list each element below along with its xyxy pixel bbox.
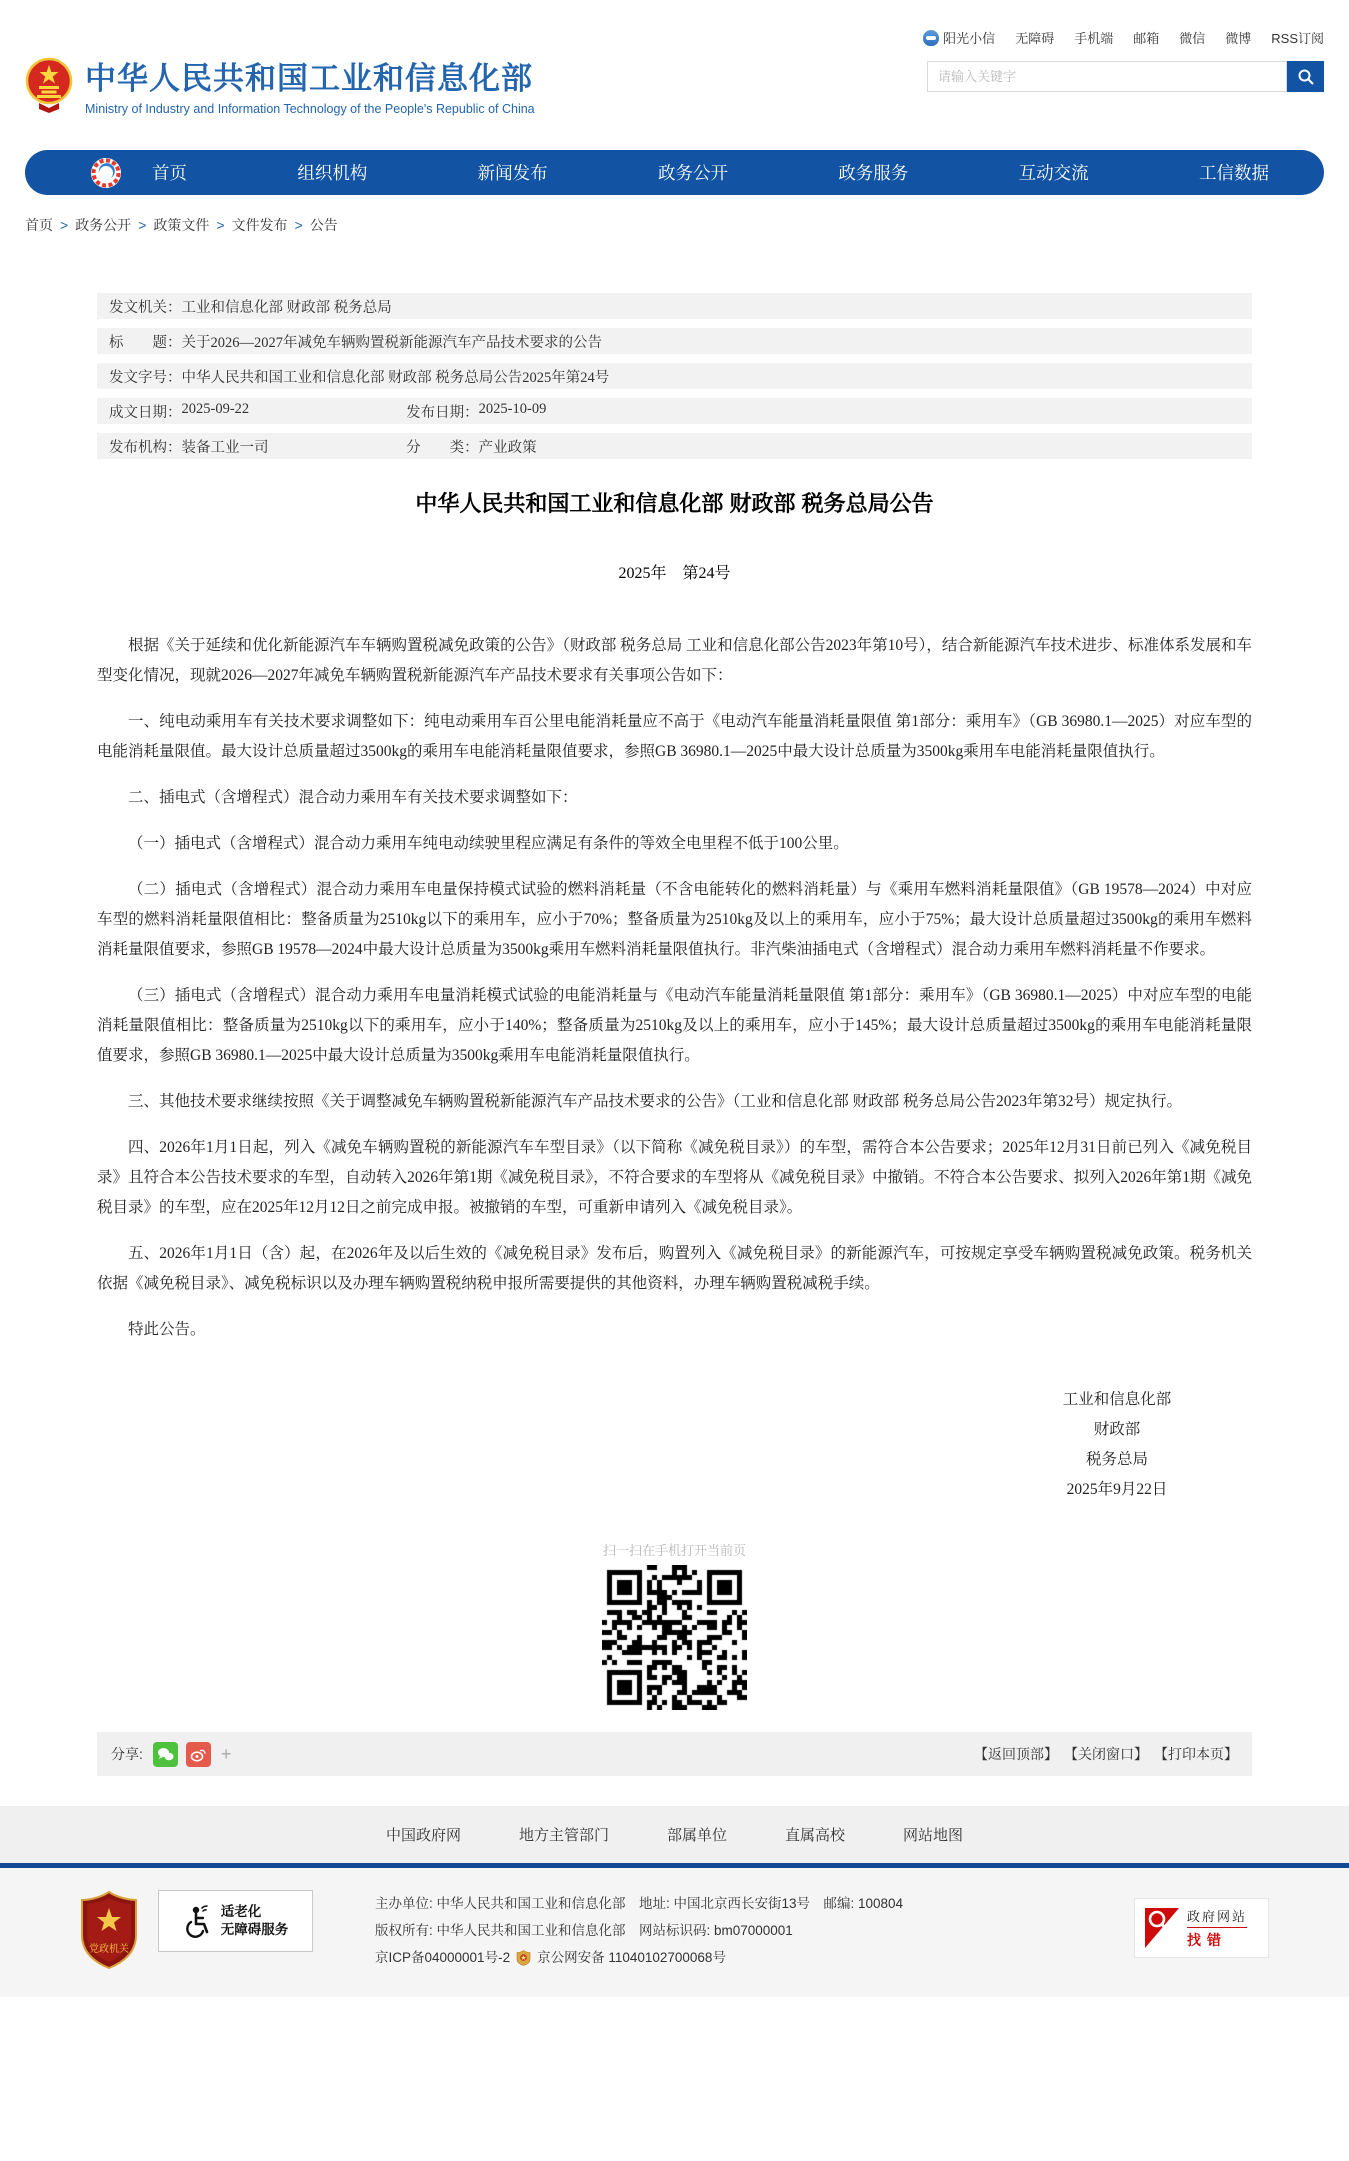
quick-link-wechat[interactable]: 微信 [1179, 31, 1206, 46]
footer-nav [0, 1806, 1349, 1863]
footer-link-subordinate-units[interactable]: 部属单位 [666, 1827, 727, 1844]
footer-link-sitemap[interactable]: 网站地图 [903, 1827, 964, 1844]
search-icon [1297, 68, 1315, 86]
paragraph: 五、2026年1月1日（含）起，在2026年及以后生效的《减免税目录》发布后，购置列入《减免税目录》的新能源汽车，可按规定享受车辆购置税减免政策。税务机关依据《减免税目录》、减免税标识以及办理车辆购置税纳税申报所需要提供的其他资料，办理车辆购置税减税手续。 [97, 1245, 1252, 1292]
meta-row-issuing-agency: 发文机关： 工业和信息化部 财政部 税务总局 [97, 293, 1252, 319]
search-button[interactable] [1287, 61, 1324, 92]
breadcrumb-separator: > [138, 217, 147, 233]
paragraph: 四、2026年1月1日起，列入《减免车辆购置税的新能源汽车车型目录》（以下简称《减免税目录》）的车型，需符合本公告要求；2025年12月31日前已列入《减免税目录》且符合本公告技术要求的车型，自动转入2026年第1期《减免税目录》，不符合要求的车型将从《减免税目录》中撤销。不符合本公告要求、拟列入2026年第1期《减免税目录》的车型，应在2025年12月12日之前完成申报。被撤销的车型，可重新申请列入《减免税目录》。 [97, 1139, 1252, 1216]
footer-link-gov-cn[interactable]: 中国政府网 [385, 1827, 461, 1844]
paragraph: 三、其他技术要求继续按照《关于调整减免车辆购置税新能源汽车产品技术要求的公告》（工业和信息化部 财政部 税务总局公告2023年第32号）规定执行。 [128, 1093, 1183, 1110]
qr-caption: 扫一扫在手机打开当前页 [602, 1543, 746, 1558]
site-brand[interactable] [25, 18, 535, 150]
breadcrumb-file-release[interactable]: 文件发布 [231, 217, 288, 233]
qr-code [602, 1565, 747, 1710]
gov-site-find-error-badge[interactable] [1134, 1898, 1269, 1958]
footer-info-line2: 版权所有: 中华人民共和国工业和信息化部 网站标识码: bm07000001 [375, 1923, 793, 1938]
breadcrumb-gov-disclosure[interactable]: 政务公开 [75, 217, 132, 233]
nav-item-gov-services[interactable]: 政务服务 [838, 163, 909, 183]
meta-row-dates: 成文日期： 2025-09-22 发布日期： 2025-10-09 [97, 398, 1252, 424]
quick-link-sunshine[interactable]: 阳光小信 [923, 28, 995, 47]
nav-item-news[interactable]: 新闻发布 [477, 163, 548, 183]
document-issue-number: 2025年 第24号 [618, 565, 731, 582]
wheelchair-icon [183, 1904, 213, 1938]
breadcrumb-policy-files[interactable]: 政策文件 [153, 217, 210, 233]
paragraph: 二、插电式（含增程式）混合动力乘用车有关技术要求调整如下： [128, 789, 578, 806]
mascot-icon [923, 30, 939, 46]
paragraph: （二）插电式（含增程式）混合动力乘用车电量保持模式试验的燃料消耗量（不含电能转化的燃料消耗量）与《乘用车燃料消耗量限值》（GB 19578—2024）中对应车型的燃料消耗量限值相比：整备质量为2510kg以下的乘用车，应小于70%；整备质量为2510kg及以上的乘用车，应小于75%；最大设计总质量超过3500kg的乘用车燃料消耗量限值要求，参照GB 19578—2024中最大设计总质量为3500kg乘用车燃料消耗量限值执行。非汽柴油插电式（含增程式）混合动力乘用车燃料消耗量不作要求。 [97, 881, 1252, 958]
signature-date: 2025年9月22日 [1066, 1481, 1168, 1498]
breadcrumb-announcement[interactable]: 公告 [309, 217, 338, 233]
document-body [97, 631, 1252, 1345]
share-band [97, 1732, 1252, 1776]
national-emblem-icon [25, 55, 73, 113]
signature-agency-1: 工业和信息化部 [1062, 1391, 1172, 1408]
wechat-icon [157, 1747, 174, 1762]
quick-link-weibo[interactable]: 微博 [1225, 31, 1252, 46]
a11y-label-line2: 无障碍服务 [220, 1922, 289, 1937]
back-to-top-button[interactable]: 【返回顶部】 [974, 1746, 1058, 1762]
signature-agency-2: 财政部 [1093, 1421, 1141, 1438]
document-title: 中华人民共和国工业和信息化部 财政部 税务总局公告 [415, 491, 934, 516]
footer-link-universities[interactable]: 直属高校 [785, 1827, 846, 1844]
paragraph: 一、纯电动乘用车有关技术要求调整如下：纯电动乘用车百公里电能消耗量应不高于《电动汽车能量消耗量限值 第1部分：乘用车》（GB 36980.1—2025）对应车型的电能消耗量限值。最大设计总质量超过3500kg的乘用车电能消耗量限值要求，参照GB 36980.1—2025中最大设计总质量为3500kg乘用车电能消耗量限值执行。 [97, 713, 1252, 760]
breadcrumb-separator: > [216, 217, 225, 233]
find-error-line1: 政府网站 [1187, 1909, 1248, 1924]
quick-link-mobile[interactable]: 手机端 [1074, 31, 1114, 46]
meta-row-publisher-category: 发布机构： 装备工业一司 分 类： 产业政策 [97, 433, 1252, 459]
header-quick-links [923, 28, 1324, 47]
search-input[interactable] [927, 61, 1287, 92]
site-subtitle: Ministry of Industry and Information Technology of the People's Republic of China [85, 101, 535, 116]
nav-item-organization[interactable]: 组织机构 [297, 163, 368, 183]
party-gov-badge-icon[interactable] [80, 1890, 138, 1970]
footer-icp[interactable]: 京ICP备04000001号-2 [375, 1950, 511, 1965]
nav-item-home[interactable]: 首页 [152, 163, 187, 183]
paragraph: 特此公告。 [128, 1321, 206, 1338]
paragraph: （三）插电式（含增程式）混合动力乘用车电量消耗模式试验的电能消耗量与《电动汽车能量消耗量限值 第1部分：乘用车》（GB 36980.1—2025）中对应车型的电能消耗量限值相比：整备质量为2510kg以下的乘用车，应小于140%；整备质量为2510kg及以上的乘用车，应小于145%；最大设计总质量超过3500kg的乘用车电能消耗量限值要求，参照GB 36980.1—2025中最大设计总质量为3500kg乘用车电能消耗量限值执行。 [97, 987, 1252, 1064]
footer-police-record[interactable]: 京公网安备 11040102700068号 [537, 1950, 726, 1965]
document-meta-table [97, 293, 1252, 459]
main-nav [25, 150, 1324, 195]
share-wechat-button[interactable] [153, 1742, 178, 1767]
breadcrumb-separator: > [60, 217, 69, 233]
weibo-icon [190, 1747, 207, 1762]
quick-link-mail[interactable]: 邮箱 [1133, 31, 1160, 46]
share-weibo-button[interactable] [186, 1742, 211, 1767]
miit-logo-icon [90, 157, 122, 189]
paragraph: （一）插电式（含增程式）混合动力乘用车纯电动续驶里程应满足有条件的等效全电里程不低于100公里。 [128, 835, 849, 852]
police-badge-icon [516, 1950, 531, 1966]
qr-section [97, 1540, 1252, 1710]
document-content [97, 293, 1252, 1776]
signature-agency-3: 税务总局 [1085, 1451, 1148, 1468]
print-page-button[interactable]: 【打印本页】 [1154, 1746, 1238, 1762]
footer-bottom [0, 1868, 1349, 1997]
footer-info-line1: 主办单位: 中华人民共和国工业和信息化部 地址: 中国北京西长安街13号 邮编: 100804 [375, 1896, 904, 1911]
meta-row-title: 标 题： 关于2026—2027年减免车辆购置税新能源汽车产品技术要求的公告 [97, 328, 1252, 354]
share-label: 分享: [111, 1746, 143, 1762]
site-header [0, 0, 1349, 150]
nav-item-interaction[interactable]: 互动交流 [1018, 163, 1089, 183]
nav-item-data[interactable]: 工信数据 [1198, 163, 1269, 183]
find-error-line2: 找错 [1187, 1927, 1247, 1950]
close-window-button[interactable]: 【关闭窗口】 [1064, 1746, 1148, 1762]
footer-link-local-departments[interactable]: 地方主管部门 [518, 1827, 609, 1844]
a11y-label-line1: 适老化 [220, 1904, 262, 1919]
share-more-button[interactable]: + [220, 1743, 232, 1764]
footer-info [375, 1890, 903, 1997]
accessibility-service-badge[interactable] [158, 1890, 313, 1952]
svg-text:党政机关: 党政机关 [89, 1944, 129, 1955]
meta-row-doc-number: 发文字号： 中华人民共和国工业和信息化部 财政部 税务总局公告2025年第24号 [97, 363, 1252, 389]
signature-block [1002, 1385, 1232, 1505]
breadcrumb [25, 215, 1324, 235]
quick-link-accessibility[interactable]: 无障碍 [1015, 31, 1055, 46]
nav-item-gov-disclosure[interactable]: 政务公开 [657, 163, 728, 183]
paragraph: 根据《关于延续和优化新能源汽车车辆购置税减免政策的公告》（财政部 税务总局 工业和信息化部公告2023年第10号），结合新能源汽车技术进步、标准体系发展和车型变化情况，现就2026—2027年减免车辆购置税新能源汽车产品技术要求有关事项公告如下： [97, 637, 1252, 684]
breadcrumb-home[interactable]: 首页 [25, 217, 53, 233]
breadcrumb-separator: > [294, 217, 303, 233]
quick-link-rss[interactable]: RSS订阅 [1271, 31, 1324, 46]
find-error-magnifier-icon [1143, 1906, 1181, 1950]
site-title: 中华人民共和国工业和信息化部 [85, 60, 533, 96]
